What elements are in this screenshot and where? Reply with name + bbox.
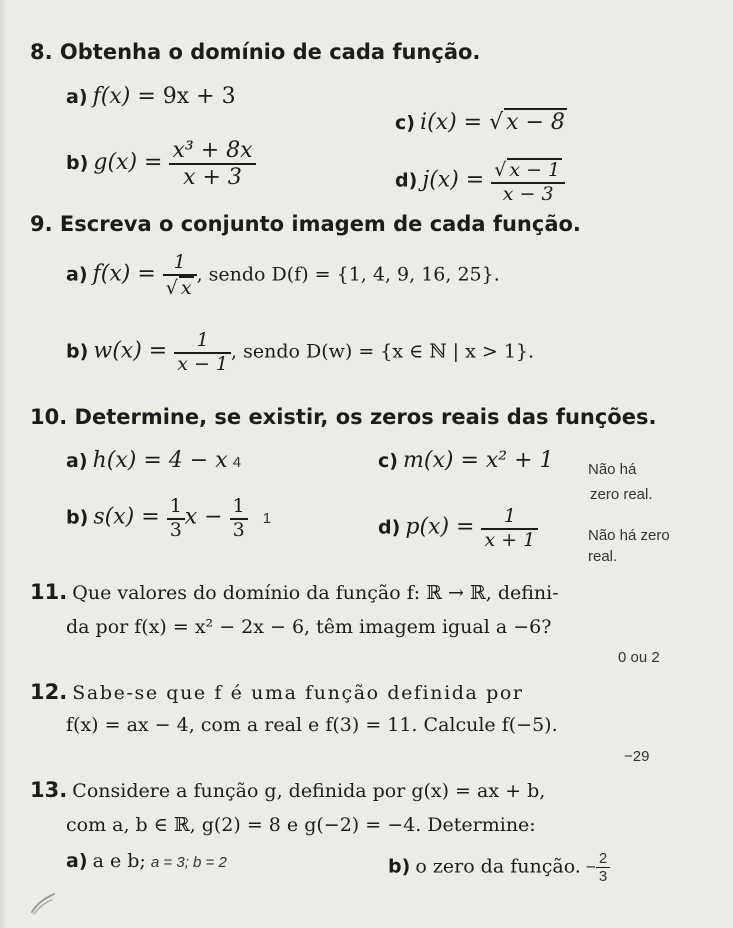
q10-item-a <box>66 448 241 473</box>
q11-line1 <box>30 580 559 604</box>
q8-a-label: a) <box>66 86 88 108</box>
q12-answer: −29 <box>624 748 650 765</box>
q10-number: 10. <box>30 405 68 429</box>
q10-b-denominator-2: 3 <box>232 518 245 541</box>
q9-heading <box>30 212 581 236</box>
q10-item-d <box>378 506 538 552</box>
q9-item-b <box>66 330 534 376</box>
q8-item-b <box>66 138 256 191</box>
q8-d-label: d) <box>395 169 418 192</box>
q13-a-text: a e b; <box>92 850 146 872</box>
q13-b-label: b) <box>388 855 411 878</box>
q8-item-d <box>395 158 565 206</box>
q9-number: 9. <box>30 212 53 236</box>
q8-c-radicand: x − 8 <box>506 110 565 135</box>
q9-b-fraction <box>174 330 231 376</box>
q13-b-text: o zero da função. <box>415 855 581 878</box>
q10-b-fraction-1 <box>167 496 185 542</box>
page-edge <box>0 0 8 928</box>
pencil-smudge-mark <box>28 890 58 918</box>
q8-b-fraction <box>169 138 255 191</box>
q10-c-answer-line1: Não há <box>588 461 637 478</box>
q10-b-denominator-1: 3 <box>169 518 182 541</box>
q8-c-label: c) <box>395 112 415 134</box>
q8-heading <box>30 40 480 64</box>
q10-d-label: d) <box>378 516 401 539</box>
q10-heading <box>30 405 656 429</box>
q13-b-answer-sign: − <box>585 857 596 877</box>
q10-b-numerator-2: 1 <box>230 496 248 520</box>
q12-line2: f(x) = ax − 4, com a real e f(3) = 11. Calcule f(−5). <box>66 714 558 736</box>
q8-item-c <box>395 108 567 135</box>
q10-d-numerator: 1 <box>481 506 538 530</box>
q10-d-fraction <box>481 506 538 552</box>
q11-number: 11. <box>30 580 68 604</box>
q13-b-answer-fraction <box>596 850 610 886</box>
q9-text: Escreva o conjunto imagem de cada função. <box>59 212 581 236</box>
q10-b-mid: x − <box>184 504 230 530</box>
q12-line1-text: Sabe-se que f é uma função definida por <box>72 682 524 704</box>
q8-d-lhs: j(x) = <box>422 167 492 193</box>
q8-b-numerator: x³ + 8x <box>169 138 255 165</box>
q10-text: Determine, se existir, os zeros reais das funções. <box>74 405 657 429</box>
q10-d-answer-line2: real. <box>588 548 618 565</box>
q9-a-domain: , sendo D(f) = {1, 4, 9, 16, 25}. <box>196 263 500 286</box>
q8-b-denominator: x + 3 <box>183 165 242 191</box>
q10-d-denominator: x + 1 <box>484 528 536 551</box>
q11-line1-text: Que valores do domínio da função f: ℝ → ℝ, defini- <box>72 582 559 604</box>
q10-c-answer-line2: zero real. <box>590 486 653 503</box>
q8-number: 8. <box>30 40 53 64</box>
q12-number: 12. <box>30 680 68 704</box>
q9-a-radicand: x <box>180 276 192 299</box>
q10-b-lhs: s(x) = <box>93 504 167 530</box>
q10-a-answer: 4 <box>232 454 242 471</box>
q8-d-numerator: √ x − 1 <box>491 158 565 184</box>
q10-a-label: a) <box>66 450 88 472</box>
q9-a-numerator: 1 <box>163 252 197 276</box>
q8-d-fraction <box>491 158 565 206</box>
q10-d-answer-line1: Não há zero <box>588 527 670 544</box>
q10-b-numerator-1: 1 <box>167 496 185 520</box>
q11-line2: da por f(x) = x² − 2x − 6, têm imagem igual a −6? <box>66 616 552 638</box>
q8-d-denominator: x − 3 <box>502 182 554 205</box>
q9-a-fraction <box>163 252 197 300</box>
q13-a-answer: a = 3; b = 2 <box>150 854 227 871</box>
q13-item-b <box>388 850 610 886</box>
q10-c-label: c) <box>378 450 398 472</box>
q9-b-numerator: 1 <box>174 330 231 354</box>
q8-text: Obtenha o domínio de cada função. <box>59 40 481 64</box>
q13-number: 13. <box>30 778 68 802</box>
q10-b-answer: 1 <box>262 510 272 528</box>
q13-b-answer-denominator: 3 <box>598 868 608 886</box>
q10-c-expr: m(x) = x² + 1 <box>403 448 554 473</box>
q9-a-label: a) <box>66 263 88 286</box>
q13-item-a <box>66 850 227 872</box>
q8-a-lhs: f(x) = <box>92 84 163 109</box>
q8-b-lhs: g(x) = <box>93 149 170 175</box>
q10-d-lhs: p(x) = <box>405 514 482 540</box>
q9-item-a <box>66 252 500 300</box>
q11-answer: 0 ou 2 <box>618 649 660 666</box>
q8-d-radicand: x − 1 <box>509 159 561 181</box>
q9-b-lhs: w(x) = <box>93 338 175 364</box>
q8-c-lhs: i(x) = <box>420 110 490 135</box>
q8-item-a <box>66 84 236 109</box>
q13-line2: com a, b ∈ ℝ, g(2) = 8 e g(−2) = −4. Determine: <box>66 814 536 836</box>
q9-b-denominator: x − 1 <box>177 352 229 375</box>
q12-line1 <box>30 680 524 704</box>
q10-b-label: b) <box>66 506 89 529</box>
q13-b-answer-numerator: 2 <box>596 850 610 868</box>
q9-b-domain: , sendo D(w) = {x ∈ ℕ | x > 1}. <box>231 340 535 363</box>
q8-c-radical-sign: √ <box>489 110 504 135</box>
q13-a-label: a) <box>66 850 88 872</box>
q10-item-b <box>66 496 271 542</box>
q13-line1-text: Considere a função g, definida por g(x) = ax + b, <box>72 780 546 802</box>
q9-a-denominator: √ x <box>165 276 192 299</box>
q9-b-label: b) <box>66 340 89 363</box>
q8-b-label: b) <box>66 151 89 174</box>
q9-a-lhs: f(x) = <box>92 261 163 287</box>
q13-line1 <box>30 778 545 802</box>
q10-a-expr: h(x) = 4 − x <box>92 448 228 473</box>
q10-item-c <box>378 448 554 473</box>
q8-a-rhs: 9x + 3 <box>162 84 236 109</box>
q10-b-fraction-2 <box>230 496 248 542</box>
